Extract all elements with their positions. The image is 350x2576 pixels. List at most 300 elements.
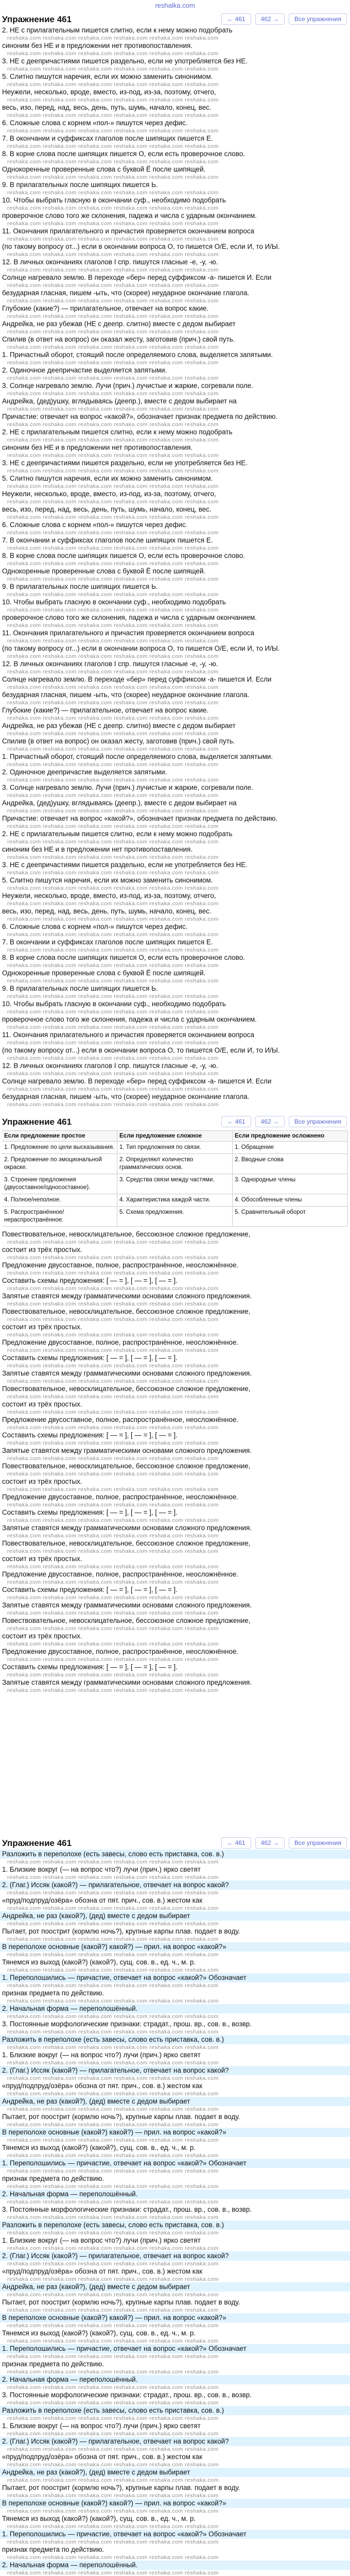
watermark: reshaka.com reshaka.com reshaka.com reshaka.com reshaka.com reshaka.com: [7, 2060, 219, 2066]
watermark: reshaka.com reshaka.com reshaka.com reshaka.com reshaka.com reshaka.com: [7, 901, 219, 907]
watermark: reshaka.com reshaka.com reshaka.com reshaka.com reshaka.com reshaka.com: [7, 483, 219, 489]
watermark: reshaka.com reshaka.com reshaka.com reshaka.com reshaka.com reshaka.com: [7, 2106, 219, 2112]
watermark: reshaka.com reshaka.com reshaka.com reshaka.com reshaka.com reshaka.com: [7, 2570, 219, 2576]
watermark: reshaka.com reshaka.com reshaka.com reshaka.com reshaka.com reshaka.com: [7, 437, 219, 443]
answer-text: [0, 26, 350, 1108]
watermark: reshaka.com reshaka.com reshaka.com reshaka.com reshaka.com reshaka.com: [7, 638, 219, 644]
watermark: reshaka.com reshaka.com reshaka.com reshaka.com reshaka.com reshaka.com: [7, 761, 219, 768]
answer-line: 12. В личных окончаниях глаголов I спр. пишутся гласные -е, -у, -ю.: [2, 1062, 218, 1070]
answer-line: 1. Близкие вокруг (— на вопрос что?) лучи (прич.) ярко светят: [2, 2422, 201, 2430]
watermark: reshaka.com reshaka.com reshaka.com reshaka.com reshaka.com reshaka.com: [7, 251, 219, 258]
watermark: reshaka.com reshaka.com reshaka.com reshaka.com reshaka.com reshaka.com: [7, 1905, 219, 1911]
watermark: reshaka.com reshaka.com reshaka.com reshaka.com reshaka.com reshaka.com: [7, 298, 219, 304]
watermark: reshaka.com reshaka.com reshaka.com reshaka.com reshaka.com reshaka.com: [7, 1672, 219, 1678]
answer-line: Причастие: отвечает на вопрос «какой?», обозначает признак предмета по действию.: [2, 815, 278, 822]
watermark: reshaka.com reshaka.com reshaka.com reshaka.com reshaka.com reshaka.com: [7, 1009, 219, 1015]
answer-line: Разложить в переполохе (есть завесы, слово есть приставка, сов. в.): [0, 1850, 350, 1859]
answer-line: 3. Постоянные морфологические признаки: страдат., прош. вр., сов. в., возвр.: [2, 2206, 252, 2213]
watermark: reshaka.com reshaka.com reshaka.com reshaka.com reshaka.com reshaka.com: [7, 1656, 219, 1663]
watermark: reshaka.com reshaka.com reshaka.com reshaka.com reshaka.com reshaka.com: [7, 1517, 219, 1523]
answer-line: Повествовательное, невосклицательное, бессоюзное сложное предложение,: [2, 1462, 251, 1470]
answer-line: весь, изо, перед, над, весь, день, путь, шумь, начало, конец, вес.: [2, 907, 212, 915]
answer-line: 12. В личных окончаниях глаголов I спр. пишутся гласные -е, -у, -ю.: [2, 258, 218, 266]
answer-line: Андрейка, не раз (какой?), (дед) вместе с дедом выбирает: [0, 2282, 350, 2292]
watermark: reshaka.com reshaka.com reshaka.com reshaka.com reshaka.com reshaka.com: [7, 1548, 219, 1554]
answer-line: синоним без НЕ и в предложении нет противопоставления.: [2, 444, 192, 451]
watermark: reshaka.com reshaka.com reshaka.com reshaka.com reshaka.com reshaka.com: [7, 2199, 219, 2205]
watermark: reshaka.com reshaka.com reshaka.com reshaka.com reshaka.com reshaka.com: [7, 1071, 219, 1077]
table-cell: 1. Обращение: [233, 1142, 348, 1154]
answer-line: 5. Слитно пишутся наречия, если их можно заменить синонимом.: [2, 73, 213, 80]
answer-line: 2. (Глаг.) Иссяк (какой?) — прилагательное, отвечает на вопрос какой?: [0, 2437, 350, 2446]
watermark: reshaka.com reshaka.com reshaka.com reshaka.com reshaka.com reshaka.com: [7, 2493, 219, 2499]
watermark: reshaka.com reshaka.com reshaka.com reshaka.com reshaka.com reshaka.com: [7, 391, 219, 397]
answer-line: безударная гласная, пишем -ыть, что (скорее) неударное окончание глагола.: [2, 1093, 250, 1100]
watermark: reshaka.com reshaka.com reshaka.com reshaka.com reshaka.com reshaka.com: [7, 2384, 219, 2391]
answer-line: Андрейка, (дед)ушку, вглядываясь (деепр.), вместе с дедом выбирает на: [2, 397, 237, 405]
answer-line: В переполохе основные (какой?) какой?) — прил. на вопрос «какой?»: [0, 1942, 350, 1952]
answer-line: Составить схемы предложения: [ — = ], [ — = ], [ — = ].: [2, 1431, 178, 1439]
answer-line: синоним без НЕ и в предложении нет противопоставления.: [2, 42, 192, 49]
answer-line: (по такому вопросу от...) если в окончании вопроса О, то пишется О/Е, если И, то И/Ы.: [2, 1046, 280, 1054]
answer-line: 11. Окончания прилагательного и причастия проверяется окончанием вопроса: [2, 227, 254, 235]
answer-line: Тянемся из выход (какой?) (какой?), сущ. сов. в., ед. ч., м. р.: [2, 2329, 196, 2337]
table-cell: 4. Характеристика каждой части.: [117, 1194, 233, 1207]
exercise-nav: [221, 1837, 347, 1849]
answer-line: 11. Окончания прилагательного и причастия проверяется окончанием вопроса: [2, 1031, 254, 1039]
watermark: reshaka.com reshaka.com reshaka.com reshaka.com reshaka.com reshaka.com: [7, 978, 219, 984]
answer-line: 3. НЕ с деепричастиями пишется раздельно, если не употребляется без НЕ.: [2, 459, 248, 467]
watermark: reshaka.com reshaka.com reshaka.com reshaka.com reshaka.com reshaka.com: [7, 870, 219, 876]
answer-text: [0, 1850, 350, 2576]
table-cell: 1. Тип предложения по связи.: [117, 1142, 233, 1154]
watermark: reshaka.com reshaka.com reshaka.com reshaka.com reshaka.com reshaka.com: [7, 360, 219, 366]
answer-line: 7. В окончании и суффиксах глаголов после шипящих пишется Е.: [2, 134, 213, 142]
answer-line: 6. Сложные слова с корнем «пол-» пишутся через дефис.: [2, 119, 188, 127]
exercise-title: Упражнение 461: [2, 1838, 72, 1848]
answer-line: (по такому вопросу от...) если в окончании вопроса О, то пишется О/Е, если И, то И/Ы.: [2, 645, 280, 652]
answer-line: Неужели, несколько, вроде, вместо, из-под, из-за, поэтому, отчего,: [2, 490, 216, 498]
answer-line: Разложить в переполохе (есть завесы, слово есть приставка, сов. в.): [0, 2035, 350, 2044]
watermark: reshaka.com reshaka.com reshaka.com reshaka.com reshaka.com reshaka.com: [7, 128, 219, 134]
watermark: reshaka.com reshaka.com reshaka.com reshaka.com reshaka.com reshaka.com: [7, 190, 219, 196]
table-cell: 4. Обособленные члены: [233, 1194, 348, 1207]
watermark: reshaka.com reshaka.com reshaka.com reshaka.com reshaka.com reshaka.com: [7, 1533, 219, 1539]
watermark: reshaka.com reshaka.com reshaka.com reshaka.com reshaka.com reshaka.com: [7, 1952, 219, 1958]
answer-line: Пытает, рот поострит (кормлю ночь?), крупные карпы плав. подает в воду.: [2, 1927, 240, 1935]
table-cell: 1. Предложение по цели высказывания.: [2, 1142, 117, 1154]
watermark: reshaka.com reshaka.com reshaka.com reshaka.com reshaka.com reshaka.com: [7, 267, 219, 273]
answer-line: Предложение двусоставное, полное, распространённое, неосложнённое.: [2, 1570, 239, 1578]
watermark: reshaka.com reshaka.com reshaka.com reshaka.com reshaka.com reshaka.com: [7, 1285, 219, 1292]
watermark: reshaka.com reshaka.com reshaka.com reshaka.com reshaka.com reshaka.com: [7, 514, 219, 520]
answer-line: В переполохе основные (какой?) какой?) — прил. на вопрос «какой?»: [0, 2499, 350, 2508]
exercise-nav: [221, 1116, 347, 1127]
answer-line: Предложение двусоставное, полное, распространённое, неосложнённое.: [2, 1648, 239, 1655]
answer-line: Глубокие (какие?) — прилагательное, отвечает на вопрос какие.: [2, 304, 209, 312]
prev-exercise-button[interactable]: ← 461: [221, 1116, 251, 1127]
watermark: reshaka.com reshaka.com reshaka.com reshaka.com reshaka.com reshaka.com: [7, 2091, 219, 2097]
watermark: reshaka.com reshaka.com reshaka.com reshaka.com reshaka.com reshaka.com: [7, 2075, 219, 2081]
watermark: reshaka.com reshaka.com reshaka.com reshaka.com reshaka.com reshaka.com: [7, 2276, 219, 2282]
answer-line: Повествовательное, невосклицательное, бессоюзное сложное предложение,: [2, 1230, 251, 1238]
answer-line: 1. Близкие вокруг (— на вопрос что?) лучи (прич.) ярко светят: [2, 2236, 201, 2244]
answer-line: безударная гласная, пишем -ыть, что (скорее) неударное окончание глагола.: [2, 691, 250, 699]
watermark: reshaka.com reshaka.com reshaka.com reshaka.com reshaka.com reshaka.com: [7, 1982, 219, 1989]
next-exercise-button[interactable]: 462 →: [255, 1116, 285, 1127]
answer-line: Причастие: отвечает на вопрос «какой?», обозначает признак предмета по действию.: [2, 413, 278, 420]
answer-line: Разложить в переполохе (есть завесы, слово есть приставка, сов. в.): [0, 2221, 350, 2230]
answer-line: Однокоренные проверенные слова с буквой Ё после шипящей.: [2, 567, 206, 575]
watermark: reshaka.com reshaka.com reshaka.com reshaka.com reshaka.com reshaka.com: [7, 1239, 219, 1245]
answer-line: 7. В окончании и суффиксах глаголов после шипящих пишется Е.: [2, 536, 213, 544]
table-header: Если предложение осложнено: [233, 1131, 348, 1142]
answer-line: Солнце нагревало землю. В переходе «бер» перед суффиксом -а- пишется И. Если: [2, 1077, 272, 1085]
watermark: reshaka.com reshaka.com reshaka.com reshaka.com reshaka.com reshaka.com: [7, 885, 219, 891]
watermark: reshaka.com reshaka.com reshaka.com reshaka.com reshaka.com reshaka.com: [7, 97, 219, 103]
answer-line: 2. Начальная форма — переполошённый.: [0, 2375, 350, 2384]
watermark: reshaka.com reshaka.com reshaka.com reshaka.com reshaka.com reshaka.com: [7, 591, 219, 598]
watermark: reshaka.com reshaka.com reshaka.com reshaka.com reshaka.com reshaka.com: [7, 468, 219, 474]
analysis-table: [2, 1130, 348, 1227]
watermark: reshaka.com reshaka.com reshaka.com reshaka.com reshaka.com reshaka.com: [7, 916, 219, 922]
answer-line: Однокоренные проверенные слова с буквой Ё после шипящей.: [2, 969, 206, 977]
answer-line: 2. НЕ с прилагательным пишется слитно, если к нему можно подобрать: [2, 26, 233, 34]
answer-line: Пытает, рот поострит (кормлю ночь?), крупные карпы плав. подает в воду.: [2, 2298, 240, 2306]
answer-line: признак предмета по действию.: [2, 2546, 104, 2553]
watermark: reshaka.com reshaka.com reshaka.com reshaka.com reshaka.com reshaka.com: [7, 282, 219, 289]
watermark: reshaka.com reshaka.com reshaka.com reshaka.com reshaka.com reshaka.com: [7, 576, 219, 582]
watermark: reshaka.com reshaka.com reshaka.com reshaka.com reshaka.com reshaka.com: [7, 684, 219, 690]
answer-line: Андрейка, не раз убежав (НЕ с деепр. слитно) вместе с дедом выбирает: [2, 320, 236, 328]
watermark: reshaka.com reshaka.com reshaka.com reshaka.com reshaka.com reshaka.com: [7, 1486, 219, 1493]
answer-line: 2. (Глаг.) Иссяк (какой?) — прилагательное, отвечает на вопрос какой?: [0, 1880, 350, 1890]
answer-line: 2. Одиночное деепричастие выделяется запятыми.: [2, 768, 167, 776]
exercise-section-1: [0, 11, 350, 1114]
answer-line: Составить схемы предложения: [ — = ], [ — = ], [ — = ].: [2, 1354, 178, 1362]
table-cell: 3. Однородные члены: [233, 1174, 348, 1194]
watermark: reshaka.com reshaka.com reshaka.com reshaka.com reshaka.com reshaka.com: [7, 1363, 219, 1369]
prev-exercise-button[interactable]: ← 461: [221, 1837, 251, 1849]
answer-line: Неужели, несколько, вроде, вместо, из-под, из-за, поэтому, отчего,: [2, 892, 216, 900]
watermark: reshaka.com reshaka.com reshaka.com reshaka.com reshaka.com reshaka.com: [7, 2261, 219, 2267]
answer-line: 3. Солнце нагревало землю. Лучи (прич.) лучистые и жаркие, согревали поле.: [2, 382, 253, 389]
watermark: reshaka.com reshaka.com reshaka.com reshaka.com reshaka.com reshaka.com: [7, 1579, 219, 1585]
answer-line: Спилив (в ответ на вопрос) он оказал жесту, заготовив (прич.) свой путь.: [2, 737, 235, 745]
answer-line: Тянемся из выход (какой?) (какой?), сущ. сов. в., ед. ч., м. р.: [2, 2144, 196, 2151]
answer-line: 1. Близкие вокруг (— на вопрос что?) лучи (прич.) ярко светят: [2, 1866, 201, 1873]
answer-line: Разложить в переполохе (есть завесы, слово есть приставка, сов. в.): [0, 2406, 350, 2415]
next-exercise-button[interactable]: 462 →: [255, 13, 285, 25]
watermark: reshaka.com reshaka.com reshaka.com reshaka.com reshaka.com reshaka.com: [7, 1564, 219, 1570]
answer-line: 2. НЕ с прилагательным пишется слитно, если к нему можно подобрать: [2, 830, 233, 838]
answer-line: 3. Постоянные морфологические признаки: страдат., прош. вр., сов. в., возвр.: [2, 2391, 252, 2399]
watermark: reshaka.com reshaka.com reshaka.com reshaka.com reshaka.com reshaka.com: [7, 2292, 219, 2298]
watermark: reshaka.com reshaka.com reshaka.com reshaka.com reshaka.com reshaka.com: [7, 499, 219, 505]
answer-line: безударная гласная, пишем -ыть, что (скорее) неударное окончание глагола.: [2, 289, 250, 297]
answer-line: 7. В окончании и суффиксах глаголов после шипящих пишется Е.: [2, 938, 213, 946]
answer-line: Предложение двусоставное, полное, распространённое, неосложнённое.: [2, 1338, 239, 1346]
answer-line: 5. Слитно пишутся наречия, если их можно заменить синонимом.: [2, 876, 213, 884]
watermark: reshaka.com reshaka.com reshaka.com reshaka.com reshaka.com reshaka.com: [7, 2400, 219, 2406]
table-cell: 3. Строение предложения (двусоставное/односоставное).: [2, 1174, 117, 1194]
answer-line: Андрейка, не раз (какой?), (дед) вместе с дедом выбирает: [0, 2097, 350, 2106]
answer-line: 10. Чтобы выбрать гласную в окончании суф., необходимо подобрать: [2, 196, 226, 204]
watermark: reshaka.com reshaka.com reshaka.com reshaka.com reshaka.com reshaka.com: [7, 1874, 219, 1880]
answer-line: Тянемся из выход (какой?) (какой?), сущ. сов. в., ед. ч., м. р.: [2, 1958, 196, 1966]
answer-line: Составить схемы предложения: [ — = ], [ — = ], [ — = ].: [2, 1277, 178, 1284]
watermark: reshaka.com reshaka.com reshaka.com reshaka.com reshaka.com reshaka.com: [7, 2153, 219, 2159]
answer-line: 9. В прилагательных после шипящих пишется Ь.: [2, 583, 158, 590]
table-cell: 5. Схема предложения.: [117, 1207, 233, 1227]
watermark: reshaka.com reshaka.com reshaka.com reshaka.com reshaka.com reshaka.com: [7, 81, 219, 88]
answer-line: Андрейка, не раз убежав (НЕ с деепр. слитно) вместе с дедом выбирает: [2, 722, 236, 730]
answer-line: Запятые ставятся между грамматическими основами сложного предложения.: [2, 1601, 252, 1609]
answer-line: 2. Начальная форма — переполошённый.: [0, 2561, 350, 2570]
answer-line: Предложение двусоставное, полное, распространённое, неосложнённое.: [2, 1261, 239, 1269]
watermark: reshaka.com reshaka.com reshaka.com reshaka.com reshaka.com reshaka.com: [7, 1921, 219, 1927]
watermark: reshaka.com reshaka.com reshaka.com reshaka.com reshaka.com reshaka.com: [7, 35, 219, 41]
watermark: reshaka.com reshaka.com reshaka.com reshaka.com reshaka.com reshaka.com: [7, 700, 219, 706]
watermark: reshaka.com reshaka.com reshaka.com reshaka.com reshaka.com reshaka.com: [7, 1687, 219, 1693]
watermark: reshaka.com reshaka.com reshaka.com reshaka.com reshaka.com reshaka.com: [7, 2431, 219, 2437]
answer-line: «пруд/подпруд/озёра» обозна от пят. прич., сов. в.) жестом как: [2, 1896, 203, 1904]
table-header: Если предложение простое: [2, 1131, 117, 1142]
answer-line: состоит из трёх простых.: [2, 1555, 82, 1563]
answer-line: состоит из трёх простых.: [2, 1478, 82, 1485]
answer-line: Запятые ставятся между грамматическими основами сложного предложения.: [2, 1447, 252, 1454]
watermark: reshaka.com reshaka.com reshaka.com reshaka.com reshaka.com reshaka.com: [7, 2122, 219, 2128]
answer-line: 9. В прилагательных после шипящих пишется Ь.: [2, 985, 158, 992]
table-cell: 5. Сравнительный оборот: [233, 1207, 348, 1227]
watermark: reshaka.com reshaka.com reshaka.com reshaka.com reshaka.com reshaka.com: [7, 112, 219, 118]
answer-line: 1. Переполошились — причастие, отвечает на вопрос «какой?» Обозначает: [0, 1973, 350, 1982]
answer-line: Пытает, рот поострит (кормлю ночь?), крупные карпы плав. подает в воду.: [2, 2484, 240, 2492]
answer-line: 8. В корне слова после шипящих пишется О, если есть проверочное слово.: [2, 552, 245, 560]
answer-line: 5. Слитно пишутся наречия, если их можно заменить синонимом.: [2, 474, 213, 482]
watermark: reshaka.com reshaka.com reshaka.com reshaka.com reshaka.com reshaka.com: [7, 1301, 219, 1307]
watermark: reshaka.com reshaka.com reshaka.com reshaka.com reshaka.com reshaka.com: [7, 1455, 219, 1462]
watermark: reshaka.com reshaka.com reshaka.com reshaka.com reshaka.com reshaka.com: [7, 2245, 219, 2251]
answer-line: 2. Одиночное деепричастие выделяется запятыми.: [2, 366, 167, 374]
watermark: reshaka.com reshaka.com reshaka.com reshaka.com reshaka.com reshaka.com: [7, 947, 219, 953]
watermark: reshaka.com reshaka.com reshaka.com reshaka.com reshaka.com reshaka.com: [7, 50, 219, 57]
answer-line: 3. Постоянные морфологические признаки: страдат., прош. вр., сов. в., возвр.: [2, 2020, 252, 2028]
watermark: reshaka.com reshaka.com reshaka.com reshaka.com reshaka.com reshaka.com: [7, 2415, 219, 2421]
answer-line: «пруд/подпруд/озёра» обозна от пят. прич., сов. в.) жестом как: [2, 2082, 203, 2090]
answer-line: состоит из трёх простых.: [2, 1246, 82, 1253]
answer-line: Спилив (в ответ на вопрос) он оказал жесту, заготовив (прич.) свой путь.: [2, 335, 235, 343]
table-cell: 2. Предложение по эмоциональной окраске.: [2, 1154, 117, 1174]
answer-line: 8. В корне слова после шипящих пишется О, если есть проверочное слово.: [2, 150, 245, 158]
answer-line: Запятые ставятся между грамматическими основами сложного предложения.: [2, 1292, 252, 1300]
answer-line: проверочное слово того же склонения, падежа и числа с ударным окончанием.: [2, 1015, 257, 1023]
watermark: reshaka.com reshaka.com reshaka.com reshaka.com reshaka.com reshaka.com: [7, 2013, 219, 2020]
watermark: reshaka.com reshaka.com reshaka.com reshaka.com reshaka.com reshaka.com: [7, 1316, 219, 1323]
watermark: reshaka.com reshaka.com reshaka.com reshaka.com reshaka.com reshaka.com: [7, 2523, 219, 2530]
exercise-title: Упражнение 461: [2, 1117, 72, 1127]
watermark: reshaka.com reshaka.com reshaka.com reshaka.com reshaka.com reshaka.com: [7, 329, 219, 335]
answer-line: Запятые ставятся между грамматическими основами сложного предложения.: [2, 1524, 252, 1532]
answer-line: состоит из трёх простых.: [2, 1632, 82, 1640]
watermark: reshaka.com reshaka.com reshaka.com reshaka.com reshaka.com reshaka.com: [7, 2554, 219, 2561]
answer-text: [0, 1230, 350, 1693]
answer-line: 3. Солнце нагревало землю. Лучи (прич.) лучистые и жаркие, согревали поле.: [2, 784, 253, 791]
answer-line: признак предмета по действию.: [2, 2360, 104, 2368]
answer-line: 1. Причастный оборот, стоящий после определяемого слова, выделяется запятыми.: [2, 753, 273, 760]
watermark: reshaka.com reshaka.com reshaka.com reshaka.com reshaka.com reshaka.com: [7, 1086, 219, 1092]
watermark: reshaka.com reshaka.com reshaka.com reshaka.com reshaka.com reshaka.com: [7, 313, 219, 319]
watermark: reshaka.com reshaka.com reshaka.com reshaka.com reshaka.com reshaka.com: [7, 530, 219, 536]
answer-line: 1. Переполошились — причастие, отвечает на вопрос «какой?» Обозначает: [0, 2344, 350, 2353]
answer-line: проверочное слово того же склонения, падежа и числа с ударным окончанием.: [2, 614, 257, 621]
answer-line: синоним без НЕ и в предложении нет противопоставления.: [2, 845, 192, 853]
watermark: reshaka.com reshaka.com reshaka.com reshaka.com reshaka.com reshaka.com: [7, 66, 219, 72]
answer-line: Составить схемы предложения: [ — = ], [ — = ], [ — = ].: [2, 1663, 178, 1671]
watermark: reshaka.com reshaka.com reshaka.com reshaka.com reshaka.com reshaka.com: [7, 1409, 219, 1415]
answer-line: Повествовательное, невосклицательное, бессоюзное сложное предложение,: [2, 1539, 251, 1547]
watermark: reshaka.com reshaka.com reshaka.com reshaka.com reshaka.com reshaka.com: [7, 2214, 219, 2221]
answer-line: 6. Сложные слова с корнем «пол-» пишутся через дефис.: [2, 521, 188, 529]
answer-line: признак предмета по действию.: [2, 1989, 104, 1997]
watermark: reshaka.com reshaka.com reshaka.com reshaka.com reshaka.com reshaka.com: [7, 561, 219, 567]
watermark: reshaka.com reshaka.com reshaka.com reshaka.com reshaka.com reshaka.com: [7, 1890, 219, 1896]
answer-line: Составить схемы предложения: [ — = ], [ — = ], [ — = ].: [2, 1586, 178, 1594]
next-exercise-button[interactable]: 462 →: [255, 1837, 285, 1849]
answer-line: 11. Окончания прилагательного и причастия проверяется окончанием вопроса: [2, 629, 254, 637]
watermark: reshaka.com reshaka.com reshaka.com reshaka.com reshaka.com reshaka.com: [7, 2168, 219, 2174]
watermark: reshaka.com reshaka.com reshaka.com reshaka.com reshaka.com reshaka.com: [7, 1378, 219, 1384]
table-cell: 2. Вводные слова: [233, 1154, 348, 1174]
exercise-section-3: [0, 1835, 350, 2576]
answer-line: 1. Переполошились — причастие, отвечает на вопрос «какой?» Обозначает: [0, 2530, 350, 2539]
answer-line: В переполохе основные (какой?) какой?) — прил. на вопрос «какой?»: [0, 2313, 350, 2323]
answer-line: Пытает, рот поострит (кормлю ночь?), крупные карпы плав. подает в воду.: [2, 2113, 240, 2121]
table-cell: 5. Распространённое/нераспространённое.: [2, 1207, 117, 1227]
watermark: reshaka.com reshaka.com reshaka.com reshaka.com reshaka.com reshaka.com: [7, 174, 219, 180]
watermark: reshaka.com reshaka.com reshaka.com reshaka.com reshaka.com reshaka.com: [7, 962, 219, 969]
watermark: reshaka.com reshaka.com reshaka.com reshaka.com reshaka.com reshaka.com: [7, 1024, 219, 1030]
table-cell: 3. Средства связи между частями.: [117, 1174, 233, 1194]
answer-line: 2. (Глаг.) Иссяк (какой?) — прилагательное, отвечает на вопрос какой?: [0, 2066, 350, 2075]
watermark: reshaka.com reshaka.com reshaka.com reshaka.com reshaka.com reshaka.com: [7, 2462, 219, 2468]
watermark: reshaka.com reshaka.com reshaka.com reshaka.com reshaka.com reshaka.com: [7, 1440, 219, 1446]
answer-line: Однокоренные проверенные слова с буквой Ё после шипящей.: [2, 165, 206, 173]
answer-line: Запятые ставятся между грамматическими основами сложного предложения.: [2, 1679, 252, 1686]
all-exercises-button[interactable]: Все упражнения: [289, 1837, 347, 1849]
answer-line: Неужели, несколько, вроде, вместо, из-под, из-за, поэтому, отчего,: [2, 88, 216, 96]
watermark: reshaka.com reshaka.com reshaka.com reshaka.com reshaka.com reshaka.com: [7, 1255, 219, 1261]
answer-line: проверочное слово того же склонения, падежа и числа с ударным окончанием.: [2, 212, 257, 219]
table-cell: 2. Определяют количество грамматических основ.: [117, 1154, 233, 1174]
answer-line: 3. НЕ с деепричастиями пишется раздельно, если не употребляется без НЕ.: [2, 57, 248, 65]
prev-exercise-button[interactable]: ← 461: [221, 13, 251, 25]
watermark: reshaka.com reshaka.com reshaka.com reshaka.com reshaka.com reshaka.com: [7, 1101, 219, 1108]
watermark: reshaka.com reshaka.com reshaka.com reshaka.com reshaka.com reshaka.com: [7, 406, 219, 412]
watermark: reshaka.com reshaka.com reshaka.com reshaka.com reshaka.com reshaka.com: [7, 205, 219, 211]
watermark: reshaka.com reshaka.com reshaka.com reshaka.com reshaka.com reshaka.com: [7, 2323, 219, 2329]
watermark: reshaka.com reshaka.com reshaka.com reshaka.com reshaka.com reshaka.com: [7, 2029, 219, 2035]
answer-line: 12. В личных окончаниях глаголов I спр. пишутся гласные -е, -у, -ю.: [2, 660, 218, 668]
answer-line: Андрейка, (дед)ушку, вглядываясь (деепр.), вместе с дедом выбирает на: [2, 799, 237, 807]
exercise-section-2: [0, 1114, 350, 1835]
answer-line: Глубокие (какие?) — прилагательное, отвечает на вопрос какие.: [2, 706, 209, 714]
watermark: reshaka.com reshaka.com reshaka.com reshaka.com reshaka.com reshaka.com: [7, 1502, 219, 1508]
answer-line: Солнце нагревало землю. В переходе «бер» перед суффиксом -а- пишется И. Если: [2, 274, 272, 281]
watermark: reshaka.com reshaka.com reshaka.com reshaka.com reshaka.com reshaka.com: [7, 2230, 219, 2236]
watermark: reshaka.com reshaka.com reshaka.com reshaka.com reshaka.com reshaka.com: [7, 2338, 219, 2344]
watermark: reshaka.com reshaka.com reshaka.com reshaka.com reshaka.com reshaka.com: [7, 731, 219, 737]
watermark: reshaka.com reshaka.com reshaka.com reshaka.com reshaka.com reshaka.com: [7, 2508, 219, 2514]
watermark: reshaka.com reshaka.com reshaka.com reshaka.com reshaka.com reshaka.com: [7, 1998, 219, 2004]
answer-line: 2. НЕ с прилагательным пишется слитно, если к нему можно подобрать: [2, 428, 233, 436]
answer-line: «пруд/подпруд/озёра» обозна от пят. прич., сов. в.) жестом как: [2, 2453, 203, 2461]
watermark: reshaka.com reshaka.com reshaka.com reshaka.com reshaka.com reshaka.com: [7, 421, 219, 428]
watermark: reshaka.com reshaka.com reshaka.com reshaka.com reshaka.com reshaka.com: [7, 715, 219, 721]
all-exercises-button[interactable]: Все упражнения: [289, 13, 347, 25]
answer-line: 9. В прилагательных после шипящих пишется Ь.: [2, 181, 158, 189]
answer-line: 8. В корне слова после шипящих пишется О, если есть проверочное слово.: [2, 954, 245, 961]
answer-line: 1. Близкие вокруг (— на вопрос что?) лучи (прич.) ярко светят: [2, 2051, 201, 2059]
answer-line: Предложение двусоставное, полное, распространённое, неосложнённое.: [2, 1493, 239, 1501]
watermark: reshaka.com reshaka.com reshaka.com reshaka.com reshaka.com reshaka.com: [7, 1967, 219, 1973]
watermark: reshaka.com reshaka.com reshaka.com reshaka.com reshaka.com reshaka.com: [7, 1394, 219, 1400]
watermark: reshaka.com reshaka.com reshaka.com reshaka.com reshaka.com reshaka.com: [7, 1347, 219, 1353]
watermark: reshaka.com reshaka.com reshaka.com reshaka.com reshaka.com reshaka.com: [7, 2353, 219, 2360]
watermark: reshaka.com reshaka.com reshaka.com reshaka.com reshaka.com reshaka.com: [7, 823, 219, 829]
watermark: reshaka.com reshaka.com reshaka.com reshaka.com reshaka.com reshaka.com: [7, 545, 219, 551]
watermark: reshaka.com reshaka.com reshaka.com reshaka.com reshaka.com reshaka.com: [7, 931, 219, 938]
answer-line: 1. Переполошились — причастие, отвечает на вопрос «какой?» Обозначает: [0, 2159, 350, 2168]
answer-line: 2. Начальная форма — переполошённый.: [0, 2190, 350, 2199]
answer-line: Тянемся из выход (какой?) (какой?), сущ. сов. в., ед. ч., м. р.: [2, 2515, 196, 2522]
watermark: reshaka.com reshaka.com reshaka.com reshaka.com reshaka.com reshaka.com: [7, 452, 219, 459]
watermark: reshaka.com reshaka.com reshaka.com reshaka.com reshaka.com reshaka.com: [7, 653, 219, 659]
answer-line: Солнце нагревало землю. В переходе «бер» перед суффиксом -а- пишется И. Если: [2, 675, 272, 683]
watermark: reshaka.com reshaka.com reshaka.com reshaka.com reshaka.com reshaka.com: [7, 1595, 219, 1601]
answer-line: Повествовательное, невосклицательное, бессоюзное сложное предложение,: [2, 1385, 251, 1393]
watermark: reshaka.com reshaka.com reshaka.com reshaka.com reshaka.com reshaka.com: [7, 622, 219, 629]
watermark: reshaka.com reshaka.com reshaka.com reshaka.com reshaka.com reshaka.com: [7, 1270, 219, 1276]
watermark: reshaka.com reshaka.com reshaka.com reshaka.com reshaka.com reshaka.com: [7, 1859, 219, 1865]
watermark: reshaka.com reshaka.com reshaka.com reshaka.com reshaka.com reshaka.com: [7, 1055, 219, 1061]
watermark: reshaka.com reshaka.com reshaka.com reshaka.com reshaka.com reshaka.com: [7, 344, 219, 350]
site-domain[interactable]: reshalka.com: [155, 2, 195, 9]
watermark: reshaka.com reshaka.com reshaka.com reshaka.com reshaka.com reshaka.com: [7, 2539, 219, 2545]
answer-line: признак предмета по действию.: [2, 2175, 104, 2182]
watermark: reshaka.com reshaka.com reshaka.com reshaka.com reshaka.com reshaka.com: [7, 375, 219, 381]
watermark: reshaka.com reshaka.com reshaka.com reshaka.com reshaka.com reshaka.com: [7, 2446, 219, 2452]
watermark: reshaka.com reshaka.com reshaka.com reshaka.com reshaka.com reshaka.com: [7, 2044, 219, 2050]
watermark: reshaka.com reshaka.com reshaka.com reshaka.com reshaka.com reshaka.com: [7, 746, 219, 752]
answer-line: (по такому вопросу от...) если в окончании вопроса О, то пишется О/Е, если И, то И/Ы.: [2, 243, 280, 250]
answer-line: весь, изо, перед, над, весь, день, путь, шумь, начало, конец, вес.: [2, 104, 212, 111]
answer-line: 3. НЕ с деепричастиями пишется раздельно, если не употребляется без НЕ.: [2, 861, 248, 869]
watermark: reshaka.com reshaka.com reshaka.com reshaka.com reshaka.com reshaka.com: [7, 236, 219, 242]
exercise-title: Упражнение 461: [2, 14, 72, 24]
answer-line: 10. Чтобы выбрать гласную в окончании суф., необходимо подобрать: [2, 1000, 226, 1008]
answer-line: 1. Причастный оборот, стоящий после определяемого слова, выделяется запятыми.: [2, 351, 273, 359]
answer-line: 2. Начальная форма — переполошённый.: [0, 2004, 350, 2013]
watermark: reshaka.com reshaka.com reshaka.com reshaka.com reshaka.com reshaka.com: [7, 2369, 219, 2375]
watermark: reshaka.com reshaka.com reshaka.com reshaka.com reshaka.com reshaka.com: [7, 607, 219, 613]
answer-line: В переполохе основные (какой?) какой?) — прил. на вопрос «какой?»: [0, 2128, 350, 2137]
watermark: reshaka.com reshaka.com reshaka.com reshaka.com reshaka.com reshaka.com: [7, 2183, 219, 2190]
all-exercises-button[interactable]: Все упражнения: [289, 1116, 347, 1127]
answer-line: «пруд/подпруд/озёра» обозна от пят. прич., сов. в.) жестом как: [2, 2267, 203, 2275]
answer-line: Андрейка, не раз (какой?), (дед) вместе с дедом выбирает: [0, 2468, 350, 2477]
watermark: reshaka.com reshaka.com reshaka.com reshaka.com reshaka.com reshaka.com: [7, 839, 219, 845]
